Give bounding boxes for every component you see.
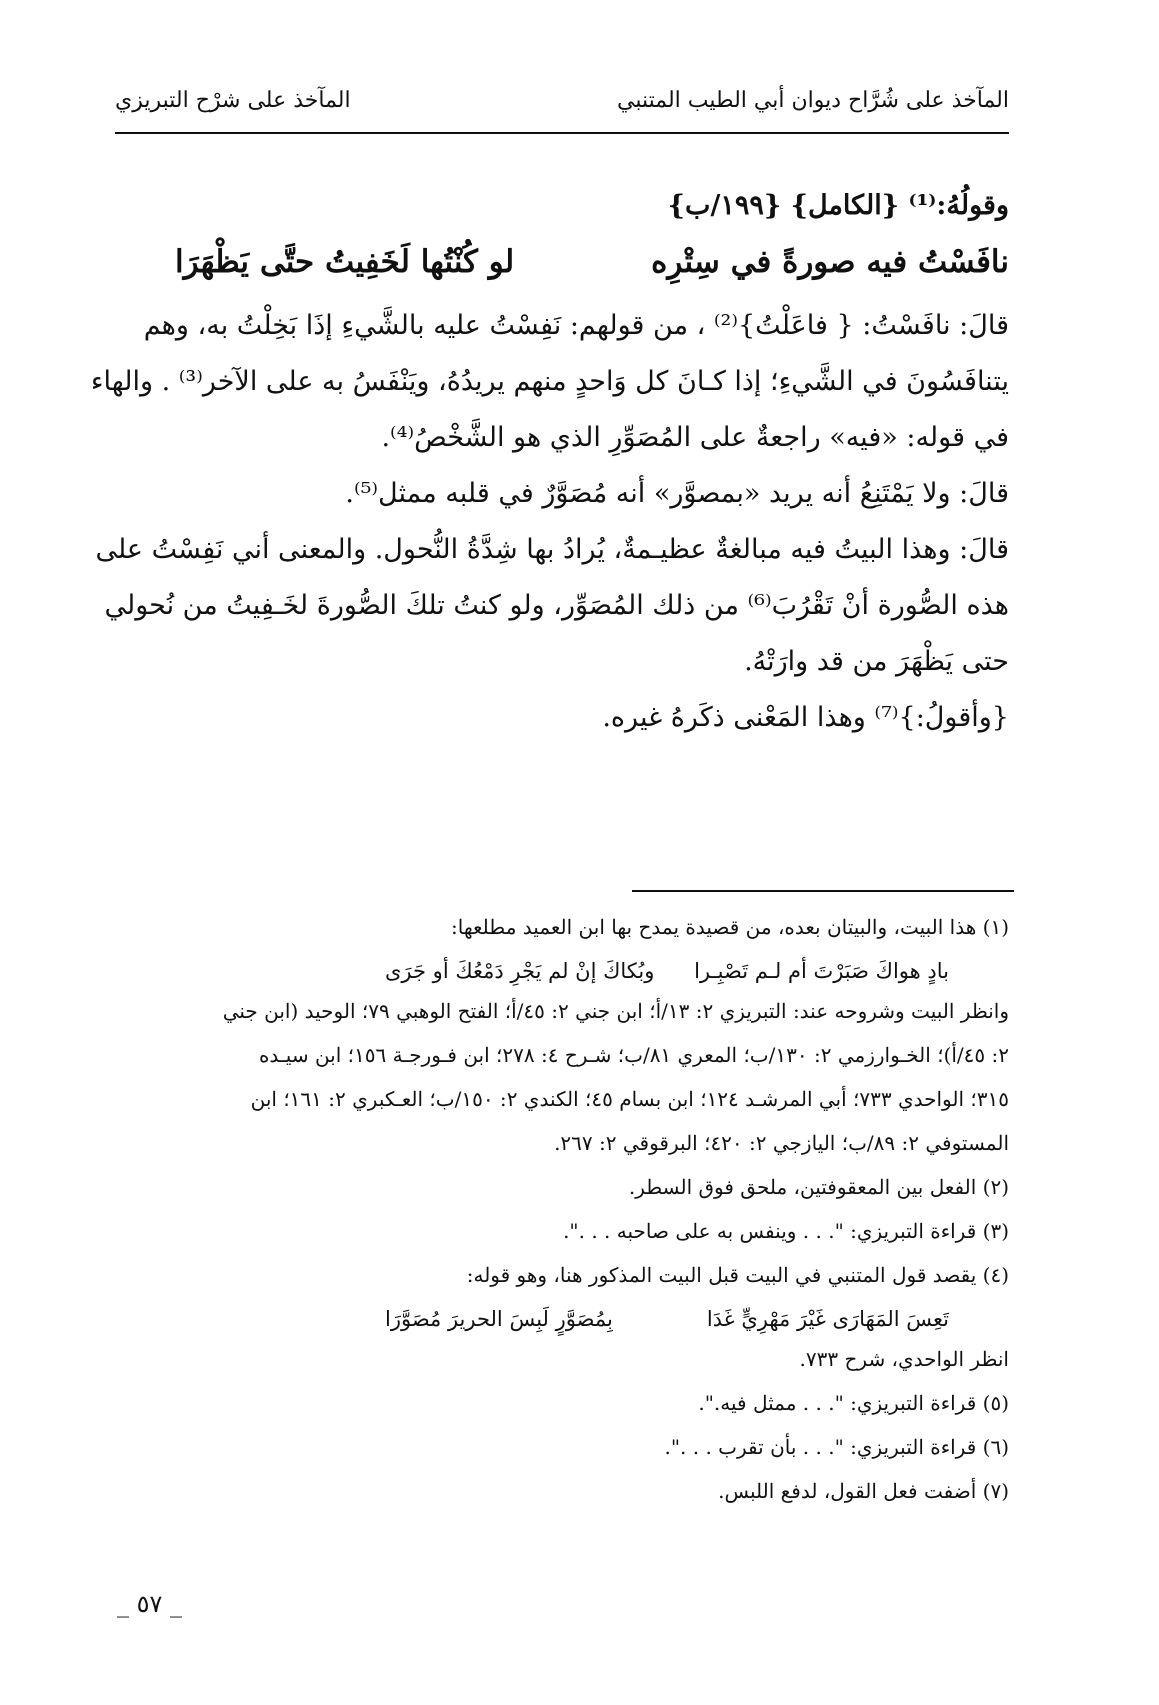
footnote-1-line: وانظر البيت وشروحه عند: التبريزي ٢: ١٣/أ؛ ابن جني ٢: ٤٥/أ؛ الفتح الوهبي ٧٩؛ الوحيد (ابن جني	[222, 999, 1009, 1023]
header-rule	[115, 132, 1009, 134]
main-text	[90, 178, 1009, 746]
verse-second-hemistich: لو كُنْتُها لَخَفِيتُ حتَّى يَظْهَرَا	[175, 244, 515, 280]
header-book-title: المآخذ على شُرَّاح ديوان أبي الطيب المتنبي	[617, 88, 1009, 113]
verse-first-hemistich: تَعِسَ المَهَارَى غَيْرَ مَهْرِيٍّ غَدَا	[706, 1307, 949, 1331]
footnote-2: (٢) الفعل بين المعقوفتين، ملحق فوق السطر.	[628, 1175, 1009, 1199]
footnote-5: (٥) قراءة التبريزي: ". . . ممثل فيه.".	[698, 1391, 1009, 1415]
verse-first-hemistich: بادٍ هواكَ صَبَرْتَ أم لـم تَصْبِـرا	[694, 959, 949, 983]
verse-second-hemistich: بِمُصَوَّرٍ لَبِسَ الحريرَ مُصَوَّرَا	[385, 1307, 613, 1331]
verse-second-hemistich: وبُكاكَ إنْ لم يَجْرِ دَمْعُكَ أو جَرَى	[385, 959, 655, 983]
footnote-6: (٦) قراءة التبريزي: ". . . بأن تقرب . . .".	[664, 1435, 1009, 1459]
header-section-title: المآخذ على شرْح التبريزي	[115, 88, 351, 113]
text-line: هذه الصُّورة أنْ تَقْرُبَ⁽⁶⁾ من ذلك المُصَوِّر، ولو كنتُ تلكَ الصُّورةَ لخَـفِيتُ من نُحولي	[104, 590, 1009, 621]
verse-intro-line: وقولُهُ:⁽¹⁾ {الكامل} {١٩٩/ب}	[667, 190, 1009, 221]
footnote-1: (١) هذا البيت، والبيتان بعده، من قصيدة يمدح بها ابن العميد مطلعها:	[450, 915, 1009, 939]
footnote-7: (٧) أضفت فعل القول، لدفع اللبس.	[718, 1479, 1009, 1503]
footnote-4-verse	[115, 1297, 1009, 1337]
text-line: في قوله: «فيه» راجعةٌ على المُصَوِّرِ الذي هو الشَّخْصُ⁽⁴⁾.	[381, 422, 1009, 453]
footnote-4: (٤) يقصد قول المتنبي في البيت قبل البيت المذكور هنا، وهو قوله:	[466, 1263, 1009, 1287]
text-line: قالَ: نافَسْتُ: { فاعَلْتُ}⁽²⁾ ، من قولهم: نَفِسْتُ عليه بالشَّيءِ إذَا بَخِلْتُ به، وهم	[143, 310, 1009, 341]
footnote-1-line: ٢: ٤٥/أ)؛ الخـوارزمي ٢: ١٣٠/ب؛ المعري ٨١/ب؛ شـرح ٤: ٢٧٨؛ ابن فـورجـة ١٥٦؛ ابن سيـده	[258, 1043, 1009, 1067]
footnote-1-line: المستوفي ٢: ٨٩/ب؛ اليازجي ٢: ٤٢٠؛ البرقوقي ٢: ٢٦٧.	[554, 1131, 1009, 1155]
footnote-rule	[632, 890, 1014, 892]
footnote-4-reference: انظر الواحدي، شرح ٧٣٣.	[799, 1347, 1009, 1371]
footnotes	[115, 905, 1009, 1513]
footnote-1-verse	[115, 949, 1009, 989]
page-number: _ ٥٧ _	[117, 1590, 183, 1618]
footnote-1-line: ٣١٥؛ الواحدي ٧٣٣؛ أبي المرشـد ١٢٤؛ ابن بسام ٤٥؛ الكندي ٢: ١٥٠/ب؛ العـكبري ٢: ١٦١؛ ابن	[250, 1087, 1009, 1111]
running-header	[115, 88, 1009, 128]
text-line: حتى يَظْهَرَ من قد وارَتْهُ.	[744, 646, 1009, 677]
verse-first-hemistich: نافَسْتُ فيه صورةً في سِتْرِه	[651, 244, 1009, 280]
text-line: قالَ: ولا يَمْتَنِعُ أنه يريد «بمصوَّر» أنه مُصَوَّرٌ في قلبه ممثل⁽⁵⁾.	[345, 478, 1009, 509]
text-line: {وأقولُ:}⁽⁷⁾ وهذا المَعْنى ذكَرهُ غيره.	[602, 702, 1009, 733]
poem-verse	[115, 234, 1009, 298]
text-line: قالَ: وهذا البيتُ فيه مبالغةٌ عظيـمةٌ، يُرادُ بها شِدَّةُ النُّحول. والمعنى أني نَفِسْتُ على	[95, 534, 1009, 565]
text-line: يتنافَسُونَ في الشَّيءِ؛ إذا كـانَ كل وَاحدٍ منهم يريدُهُ، ويَنْفَسُ به على الآخر⁽³⁾ . والهاء	[90, 366, 1009, 397]
footnote-3: (٣) قراءة التبريزي: ". . . وينفس به على صاحبه . . .".	[563, 1219, 1009, 1243]
